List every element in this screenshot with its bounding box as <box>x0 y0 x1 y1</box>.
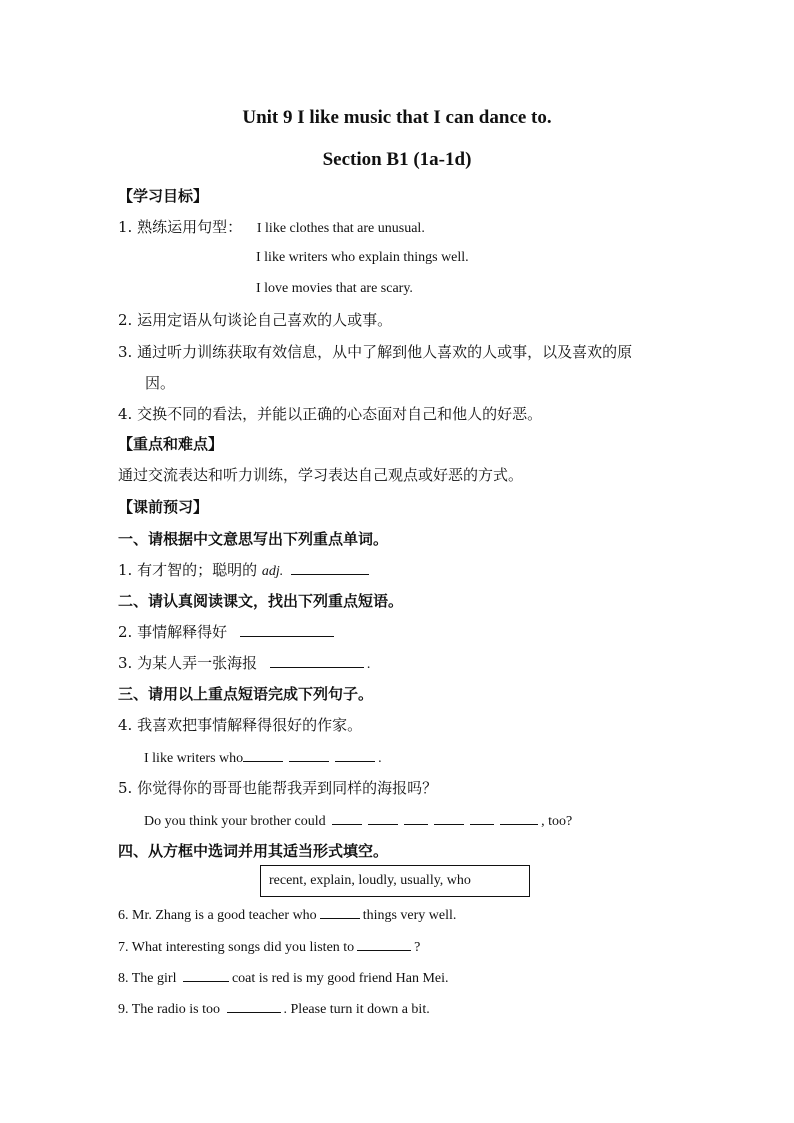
question-2 <box>118 622 337 642</box>
question-8-end: coat is red is my good friend Han Mei. <box>231 971 449 986</box>
question-9-start: 9. The radio is too <box>118 1002 221 1017</box>
question-9 <box>118 998 430 1020</box>
goal-1-sentence-1: I like clothes that are unusual. <box>256 221 425 236</box>
question-9-end: . Please turn it down a bit. <box>283 1002 430 1017</box>
question-5-english <box>144 810 572 832</box>
answer-blank[interactable] <box>243 747 283 762</box>
goals-header: 【学习目标】 <box>118 187 209 205</box>
answer-blank[interactable] <box>291 560 369 575</box>
answer-blank[interactable] <box>240 622 334 637</box>
question-4-end: . <box>378 751 382 766</box>
question-4: 4. 我喜欢把事情解释得很好的作家。 <box>118 716 363 734</box>
answer-blank[interactable] <box>335 747 375 762</box>
goal-1-label: 1. 熟练运用句型： <box>118 218 243 236</box>
question-3 <box>118 653 370 675</box>
part-1-title: 一、请根据中文意思写出下列重点单词。 <box>118 530 389 548</box>
question-3-end: . <box>366 657 371 672</box>
answer-blank[interactable] <box>320 904 360 919</box>
word-box: recent, explain, loudly, usually, who <box>260 865 530 897</box>
question-8-start: 8. The girl <box>118 971 177 986</box>
key-points-text: 通过交流表达和听力训练，学习表达自己观点或好恶的方式。 <box>118 466 524 484</box>
goal-1-sentence-3: I love movies that are scary. <box>256 281 413 296</box>
answer-blank[interactable] <box>227 998 281 1013</box>
answer-blank[interactable] <box>368 810 398 825</box>
answer-blank[interactable] <box>332 810 362 825</box>
part-2-title: 二、请认真阅读课文，找出下列重点短语。 <box>118 592 404 610</box>
goal-item-1 <box>118 217 425 239</box>
goal-item-3-cont: 因。 <box>145 374 176 392</box>
goal-item-4: 4. 交换不同的看法，并能以正确的心态面对自己和他人的好恶。 <box>118 405 543 423</box>
question-1-text: 1. 有才智的；聪明的 <box>118 561 258 579</box>
question-6-start: 6. Mr. Zhang is a good teacher who <box>118 908 317 923</box>
answer-blank[interactable] <box>404 810 428 825</box>
section-title: Section B1 (1a-1d) <box>322 149 472 170</box>
question-5-end: , too? <box>541 814 573 829</box>
question-8 <box>118 967 449 989</box>
question-2-text: 2. 事情解释得好 <box>118 623 228 641</box>
answer-blank[interactable] <box>270 653 364 668</box>
answer-blank[interactable] <box>470 810 494 825</box>
part-4-title: 四、从方框中选词并用其适当形式填空。 <box>118 842 389 860</box>
goal-item-3: 3. 通过听力训练获取有效信息，从中了解到他人喜欢的人或事，以及喜欢的原 <box>118 343 633 361</box>
answer-blank[interactable] <box>183 967 229 982</box>
goal-1-sentence-2: I like writers who explain things well. <box>256 250 469 265</box>
question-6-end: things very well. <box>362 908 457 923</box>
answer-blank[interactable] <box>357 936 411 951</box>
answer-blank[interactable] <box>500 810 538 825</box>
question-6 <box>118 904 456 926</box>
answer-blank[interactable] <box>434 810 464 825</box>
question-4-english <box>144 747 382 769</box>
question-3-text: 3. 为某人弄一张海报 <box>118 654 258 672</box>
question-4-sentence: I like writers who <box>144 751 244 766</box>
answer-blank[interactable] <box>289 747 329 762</box>
question-7-start: 7. What interesting songs did you listen to <box>118 940 355 955</box>
preview-header: 【课前预习】 <box>118 498 209 516</box>
goal-item-2: 2. 运用定语从句谈论自己喜欢的人或事。 <box>118 311 393 329</box>
question-1-pos: adj. <box>261 564 284 579</box>
question-1 <box>118 560 372 582</box>
question-5: 5. 你觉得你的哥哥也能帮我弄到同样的海报吗？ <box>118 779 438 797</box>
part-3-title: 三、请用以上重点短语完成下列句子。 <box>118 685 374 703</box>
question-5-sentence: Do you think your brother could <box>144 814 326 829</box>
unit-title: Unit 9 I like music that I can dance to. <box>242 107 552 128</box>
key-points-header: 【重点和难点】 <box>118 435 224 453</box>
question-7-end: ? <box>414 940 421 955</box>
question-7 <box>118 936 420 958</box>
